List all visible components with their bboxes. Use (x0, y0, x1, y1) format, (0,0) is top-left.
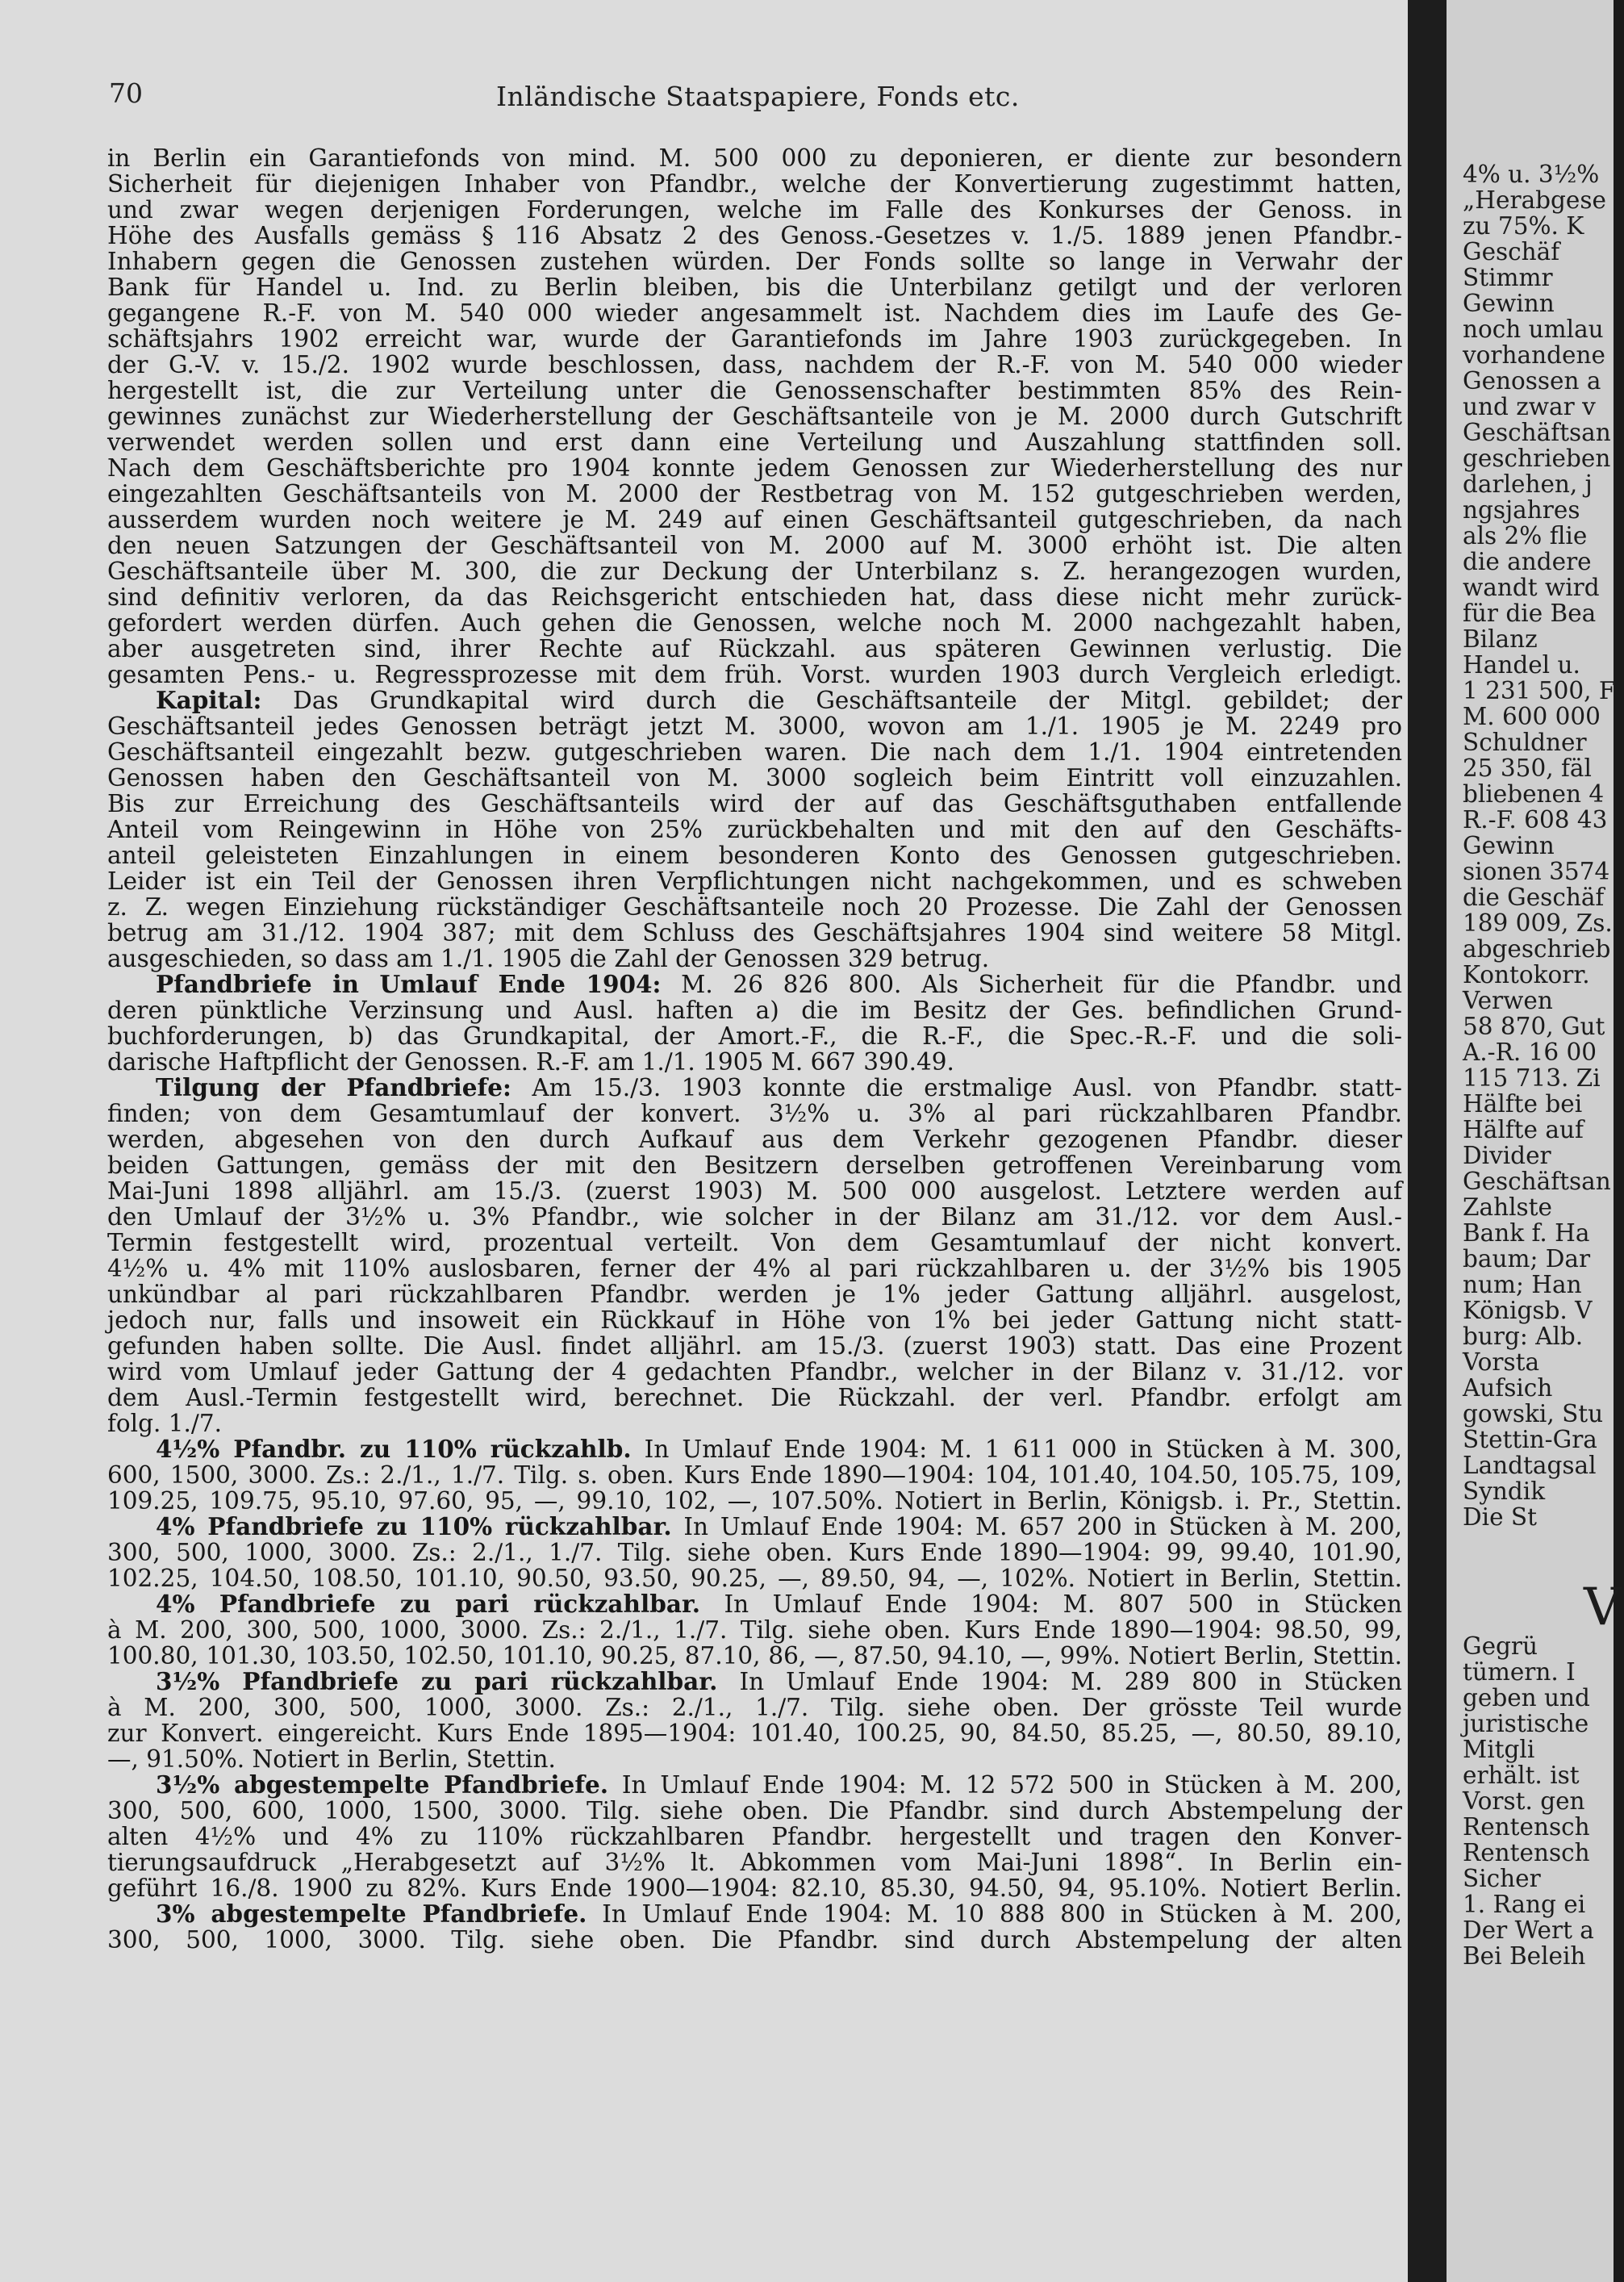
text-line (107, 223, 1402, 249)
text-line (107, 1436, 1402, 1462)
text-line (107, 739, 1402, 765)
section-heading: 3½% Pfandbriefe zu pari rückzahlbar. (156, 1667, 718, 1695)
line-text: zur Konvert. eingereicht. Kurs Ende 1895—1904: 101.40, 100.25, 90, 84.50, 85.25, —, 80.50, 89.10, (107, 1720, 1402, 1747)
text-line (107, 507, 1402, 533)
fragment-line: Stettin-Gra (1463, 1426, 1597, 1453)
section-heading: 3½% abgestempelte Pfandbriefe. (156, 1770, 609, 1799)
line-text: In Umlauf Ende 1904: M. 1 611 000 in Stücken à M. 300, (631, 1436, 1402, 1463)
text-line (107, 1359, 1402, 1385)
text-line (107, 378, 1402, 403)
text-line (107, 636, 1402, 662)
running-header (109, 73, 1367, 118)
fragment-line: Vorsta (1463, 1348, 1540, 1376)
line-text: ausgeschieden, so dass am 1./1. 1905 die Zahl der Genossen 329 betrug. (107, 945, 990, 972)
line-text: Genossen haben den Geschäftsanteil von M. 3000 sogleich beim Eintritt voll einzuzahlen. (107, 764, 1402, 792)
running-title: Inländische Staatspapiere, Fonds etc. (496, 81, 1020, 112)
text-line (107, 713, 1402, 739)
line-text: darische Haftpflicht der Genossen. R.-F. am 1./1. 1905 M. 667 390.49. (107, 1048, 954, 1076)
line-text: In Umlauf Ende 1904: M. 10 888 800 in Stücken à M. 200, (587, 1900, 1402, 1928)
line-text: in Berlin ein Garantiefonds von mind. M. 500 000 zu deponieren, er diente zur besondern (107, 144, 1402, 172)
line-text: beiden Gattungen, gemäss der mit den Besitzern derselben getroffenen Vereinbarung vom (107, 1151, 1402, 1179)
fragment-line: Stimmr (1463, 264, 1553, 291)
section-heading: 3% abgestempelte Pfandbriefe. (156, 1900, 587, 1928)
fragment-line: R.-F. 608 43 (1463, 806, 1608, 834)
text-line (107, 894, 1402, 920)
line-text: dem Ausl.-Termin festgestellt wird, berechnet. Die Rückzahl. der verl. Pfandbr. erfolgt am (107, 1384, 1402, 1411)
line-text: Anteil vom Reingewinn in Höhe von 25% zurückbehalten und mit den auf den Geschäfts- (107, 816, 1402, 843)
fragment-line: Rentensch (1463, 1839, 1590, 1866)
line-text: z. Z. wegen Einziehung rückständiger Geschäftsanteile noch 20 Prozesse. Die Zahl der Genossen (107, 893, 1402, 921)
fragment-line: Verwen (1463, 987, 1553, 1014)
line-text: 300, 500, 1000, 3000. Zs.: 2./1., 1./7. Tilg. siehe oben. Kurs Ende 1890—1904: 99, 99.40, 101.90, (107, 1539, 1402, 1566)
book-gutter (1408, 0, 1447, 2282)
fragment-line: Geschäf (1463, 238, 1560, 265)
text-line (107, 1152, 1402, 1178)
line-text: Bank für Handel u. Ind. zu Berlin bleiben, bis die Unterbilanz getilgt und der verloren (107, 274, 1402, 301)
text-line (107, 610, 1402, 636)
text-line (107, 584, 1402, 610)
text-line (107, 817, 1402, 842)
text-line (107, 920, 1402, 946)
text-line (107, 1101, 1402, 1126)
fragment-line: burg: Alb. (1463, 1323, 1584, 1350)
fragment-line: 1 231 500, F (1463, 677, 1616, 704)
fragment-line: num; Han (1463, 1271, 1582, 1298)
fragment-line: 4% u. 3½% (1463, 161, 1600, 188)
line-text: Geschäftsanteil jedes Genossen beträgt jetzt M. 3000, wovon am 1./1. 1905 je M. 2249 pro (107, 713, 1402, 740)
line-text: 300, 500, 600, 1000, 1500, 3000. Tilg. siehe oben. Die Pfandbr. sind durch Abstempelung der (107, 1797, 1402, 1824)
line-text: gewinnes zunächst zur Wiederherstellung der Geschäftsanteile von je M. 2000 durch Gutschrift (107, 403, 1402, 430)
fragment-line: baum; Dar (1463, 1245, 1591, 1273)
fragment-line: vorhandene (1463, 341, 1605, 369)
line-text: sind definitiv verloren, da das Reichsgericht entschieden hat, dass diese nicht mehr zurück- (107, 583, 1402, 611)
line-text: Höhe des Ausfalls gemäss § 116 Absatz 2 des Genoss.-Gesetzes v. 1./5. 1889 jenen Pfandbr.- (107, 222, 1402, 249)
text-line (107, 533, 1402, 558)
text-line (107, 1849, 1402, 1875)
fragment-line: „Herabgese (1463, 186, 1606, 214)
line-text: à M. 200, 300, 500, 1000, 3000. Zs.: 2./1., 1./7. Tilg. siehe oben. Kurs Ende 1890—1904: 98.50, 99, (107, 1616, 1402, 1644)
line-text: —, 91.50%. Notiert in Berlin, Stettin. (107, 1745, 556, 1773)
text-line (107, 1643, 1402, 1669)
line-text: unkündbar al pari rückzahlbaren Pfandbr. werden je 1% jeder Gattung alljährl. ausgelost, (107, 1281, 1402, 1308)
section-heading: 4% Pfandbriefe zu 110% rückzahlbar. (156, 1512, 672, 1540)
fragment-line: die andere (1463, 548, 1592, 575)
fragment-line: Kontokorr. (1463, 961, 1590, 988)
fragment-line: Die St (1463, 1503, 1537, 1531)
line-text: folg. 1./7. (107, 1410, 222, 1437)
section-heading: Kapital: (156, 686, 262, 714)
text-line (107, 1927, 1402, 1953)
line-text: 109.25, 109.75, 95.10, 97.60, 95, —, 99.10, 102, —, 107.50%. Notiert in Berlin, Königsb. i. Pr., Stettin. (107, 1487, 1402, 1515)
fragment-line: ngsjahres (1463, 496, 1580, 524)
line-text: à M. 200, 300, 500, 1000, 3000. Zs.: 2./1., 1./7. Tilg. siehe oben. Der grösste Teil wurde (107, 1694, 1402, 1721)
line-text: 300, 500, 1000, 3000. Tilg. siehe oben. Die Pfandbr. sind durch Abstempelung der alten (107, 1926, 1402, 1954)
fragment-line: darlehen, j (1463, 470, 1593, 498)
fragment-line: erhält. ist (1463, 1762, 1580, 1789)
fragment-line: Hälfte auf (1463, 1116, 1584, 1143)
line-text: finden; von dem Gesamtumlauf der konvert. 3½% u. 3% al pari rückzahlbaren Pfandbr. (107, 1100, 1402, 1127)
section-heading: Pfandbriefe in Umlauf Ende 1904: (156, 970, 662, 998)
line-text: Am 15./3. 1903 konnte die erstmalige Ausl. von Pfandbr. statt- (511, 1074, 1402, 1101)
text-line (107, 1075, 1402, 1101)
text-line (107, 300, 1402, 326)
line-text: Leider ist ein Teil der Genossen ihren Verpflichtungen nicht nachgekommen, und es schweben (107, 867, 1402, 895)
section-heading: 4% Pfandbriefe zu pari rückzahlbar. (156, 1590, 701, 1618)
line-text: werden, abgesehen von den durch Aufkauf aus dem Verkehr gezogenen Pfandbr. dieser (107, 1126, 1402, 1153)
line-text: Termin festgestellt wird, prozentual verteilt. Von dem Gesamtumlauf der nicht konvert. (107, 1229, 1402, 1256)
line-text: Das Grundkapital wird durch die Geschäftsanteile der Mitgl. gebildet; der (261, 687, 1402, 714)
text-line (107, 972, 1402, 997)
text-line (107, 1023, 1402, 1049)
fragment-line: 115 713. Zi (1463, 1064, 1601, 1092)
line-text: Inhabern gegen die Genossen zustehen würden. Der Fonds sollte so lange in Verwahr der (107, 248, 1402, 275)
fragment-line: Geschäftsan (1463, 419, 1611, 446)
line-text: In Umlauf Ende 1904: M. 807 500 in Stücken (700, 1590, 1402, 1618)
line-text: eingezahlten Geschäftsanteils von M. 2000 der Restbetrag von M. 152 gutgeschrieben werden, (107, 480, 1402, 508)
text-line (107, 1824, 1402, 1849)
fragment-line: sionen 3574 (1463, 858, 1610, 885)
text-line (107, 429, 1402, 455)
fragment-line: Handel u. (1463, 651, 1580, 679)
text-line (107, 1695, 1402, 1720)
text-line (107, 1178, 1402, 1204)
line-text: alten 4½% und 4% zu 110% rückzahlbaren Pfandbr. hergestellt und tragen den Konver- (107, 1823, 1402, 1850)
fragment-line: 189 009, Zs. (1463, 909, 1613, 937)
text-line (107, 1488, 1402, 1514)
fragment-line: Landtagsal (1463, 1452, 1597, 1479)
fragment-line: 25 350, fäl (1463, 754, 1592, 782)
fragment-line: 58 870, Gut (1463, 1013, 1605, 1040)
line-text: jedoch nur, falls und insoweit ein Rückkauf in Höhe von 1% bei jeder Gattung nicht statt- (107, 1306, 1402, 1334)
text-line (107, 688, 1402, 713)
line-text: gefunden haben sollte. Die Ausl. findet alljährl. am 15./3. (zuerst 1903) statt. Das eine Prozent (107, 1332, 1402, 1360)
fragment-line: Hälfte bei (1463, 1090, 1583, 1118)
line-text: Nach dem Geschäftsberichte pro 1904 konnte jedem Genossen zur Wiederherstellung des nur (107, 454, 1402, 482)
fragment-line: Gewinn (1463, 290, 1555, 317)
fragment-line: A.-R. 16 00 (1463, 1039, 1597, 1066)
line-text: 102.25, 104.50, 108.50, 101.10, 90.50, 93.50, 90.25, —, 89.50, 94, —, 102%. Notiert in Berlin, Stettin. (107, 1565, 1402, 1592)
line-text: tierungsaufdruck „Herabgesetzt auf 3½% lt. Abkommen vom Mai-Juni 1898“. In Berlin ein- (107, 1849, 1402, 1876)
text-line (107, 662, 1402, 688)
fragment-line: M. 600 000 (1463, 703, 1601, 730)
line-text: gefordert werden dürfen. Auch gehen die Genossen, welche noch M. 2000 nachgezahlt haben, (107, 609, 1402, 637)
fragment-line: Rentensch (1463, 1813, 1590, 1841)
text-line (107, 326, 1402, 352)
text-line (107, 1281, 1402, 1307)
fragment-line: Zahlste (1463, 1193, 1552, 1221)
fragment-line: Mitgli (1463, 1736, 1535, 1763)
line-text: 600, 1500, 3000. Zs.: 2./1., 1./7. Tilg. s. oben. Kurs Ende 1890—1904: 104, 101.40, 104.50, 105.75, 109, (107, 1461, 1402, 1489)
text-line (107, 1798, 1402, 1824)
fragment-line: Gegrü (1463, 1632, 1538, 1660)
fragment-line: als 2% flie (1463, 522, 1588, 550)
text-line (107, 1230, 1402, 1256)
line-text: und zwar wegen derjenigen Forderungen, welche im Falle des Konkurses der Genoss. in (107, 196, 1402, 224)
fragment-line: geben und (1463, 1684, 1590, 1712)
right-page-text-fragments (1463, 161, 1624, 1969)
fragment-line: wandt wird (1463, 574, 1600, 601)
text-line (107, 1540, 1402, 1565)
line-text: Mai-Juni 1898 alljährl. am 15./3. (zuerst 1903) M. 500 000 ausgelost. Letztere werden auf (107, 1177, 1402, 1205)
fragment-line: V (1584, 1578, 1622, 1637)
line-text: betrug am 31./12. 1904 387; mit dem Schluss des Geschäftsjahres 1904 sind weitere 58 Mitgl. (107, 919, 1402, 947)
text-line (107, 1591, 1402, 1617)
right-page-edge (1447, 0, 1622, 2282)
line-text: Geschäftsanteile über M. 300, die zur Deckung der Unterbilanz s. Z. herangezogen wurden, (107, 558, 1402, 585)
fragment-line: für die Bea (1463, 600, 1597, 627)
text-line (107, 1333, 1402, 1359)
text-line (107, 1256, 1402, 1281)
line-text: M. 26 826 800. Als Sicherheit für die Pfandbr. und (661, 971, 1402, 998)
fragment-line: juristische (1463, 1710, 1589, 1737)
line-text: Bis zur Erreichung des Geschäftsanteils wird der auf das Geschäftsguthaben entfallende (107, 790, 1402, 817)
text-line (107, 403, 1402, 429)
text-line (107, 352, 1402, 378)
text-line (107, 1720, 1402, 1746)
text-line (107, 946, 1402, 972)
fragment-line (1463, 1530, 1624, 1556)
fragment-line: Syndik (1463, 1477, 1546, 1505)
fragment-line: tümern. I (1463, 1658, 1576, 1686)
line-text: 4½% u. 4% mit 110% auslosbaren, ferner der 4% al pari rückzahlbaren u. der 3½% bis 1905 (107, 1255, 1402, 1282)
fragment-line: Aufsich (1463, 1374, 1553, 1402)
line-text: wird vom Umlauf jeder Gattung der 4 gedachten Pfandbr., welcher in der Bilanz v. 31./12. vor (107, 1358, 1402, 1386)
line-text: hergestellt ist, die zur Verteilung unter die Genossenschafter bestimmten 85% des Rein- (107, 377, 1402, 404)
line-text: In Umlauf Ende 1904: M. 289 800 in Stücken (717, 1668, 1402, 1695)
line-text: buchforderungen, b) das Grundkapital, der Amort.-F., die R.-F., die Spec.-R.-F. und die soli- (107, 1022, 1402, 1050)
text-line (107, 765, 1402, 791)
text-line (107, 145, 1402, 171)
text-line (107, 1772, 1402, 1798)
text-line (107, 1462, 1402, 1488)
line-text: Sicherheit für diejenigen Inhaber von Pfandbr., welche der Konvertierung zugestimmt hatten, (107, 170, 1402, 198)
line-text: 100.80, 101.30, 103.50, 102.50, 101.10, 90.25, 87.10, 86, —, 87.50, 94.10, —, 99%. Notiert Berlin, Stettin. (107, 1642, 1402, 1670)
text-line (107, 868, 1402, 894)
line-text: In Umlauf Ende 1904: M. 12 572 500 in Stücken à M. 200, (608, 1771, 1402, 1799)
fragment-line: bliebenen 4 (1463, 780, 1605, 808)
text-line (107, 997, 1402, 1023)
text-line (107, 1565, 1402, 1591)
line-text: ausserdem wurden noch weitere je M. 249 auf einen Geschäftsanteil gutgeschrieben, da nach (107, 506, 1402, 533)
fragment-line: die Geschäf (1463, 884, 1605, 911)
line-text: schäftsjahrs 1902 erreicht war, wurde der Garantiefonds im Jahre 1903 zurückgegeben. In (107, 325, 1402, 353)
fragment-line: Schuldner (1463, 729, 1587, 756)
fragment-line: Bei Beleih (1463, 1942, 1586, 1970)
line-text: verwendet werden sollen und erst dann eine Verteilung und Auszahlung stattfinden soll. (107, 428, 1402, 456)
line-text: deren pünktliche Verzinsung und Ausl. haften a) die im Besitz der Ges. befindlichen Grund- (107, 997, 1402, 1024)
section-heading: Tilgung der Pfandbriefe: (156, 1073, 511, 1101)
line-text: gegangene R.-F. von M. 540 000 wieder angesammelt ist. Nachdem dies im Laufe des Ge- (107, 299, 1402, 327)
text-line (107, 1049, 1402, 1075)
fragment-line: und zwar v (1463, 393, 1596, 420)
fragment-line: Der Wert a (1463, 1916, 1594, 1944)
page-number: 70 (109, 77, 143, 109)
fragment-line: Bank f. Ha (1463, 1219, 1590, 1247)
fragment-line: noch umlau (1463, 316, 1604, 343)
text-line (107, 842, 1402, 868)
text-line (107, 171, 1402, 197)
text-line (107, 455, 1402, 481)
text-line (107, 1901, 1402, 1927)
text-line (107, 1514, 1402, 1540)
text-line (107, 1204, 1402, 1230)
fragment-line: geschrieben (1463, 445, 1611, 472)
fragment-line: gowski, Stu (1463, 1400, 1604, 1427)
text-line (107, 249, 1402, 274)
fragment-line: Sicher (1463, 1865, 1541, 1892)
fragment-line: Bilanz (1463, 625, 1538, 653)
text-line (107, 1669, 1402, 1695)
line-text: den neuen Satzungen der Geschäftsanteil von M. 2000 auf M. 3000 erhöht ist. Die alten (107, 532, 1402, 559)
text-line (107, 1411, 1402, 1436)
fragment-line: Divider (1463, 1142, 1551, 1169)
line-text: den Umlauf der 3½% u. 3% Pfandbr., wie solcher in der Bilanz am 31./12. vor dem Ausl.- (107, 1203, 1402, 1231)
fragment-line: Gewinn (1463, 832, 1555, 859)
text-line (107, 558, 1402, 584)
fragment-line: Geschäftsan (1463, 1168, 1611, 1195)
text-line (107, 1746, 1402, 1772)
text-line (107, 791, 1402, 817)
text-line (107, 1307, 1402, 1333)
text-line (107, 274, 1402, 300)
line-text: aber ausgetreten sind, ihrer Rechte auf Rückzahl. aus späteren Gewinnen verlustig. Die (107, 635, 1402, 662)
fragment-line: abgeschrieb (1463, 935, 1611, 963)
text-line (107, 481, 1402, 507)
text-line (107, 197, 1402, 223)
line-text: Geschäftsanteil eingezahlt bezw. gutgeschrieben waren. Die nach dem 1./1. 1904 eintretenden (107, 738, 1402, 766)
text-line (107, 1385, 1402, 1411)
main-text-column (107, 145, 1402, 1953)
fragment-line: zu 75%. K (1463, 212, 1584, 240)
line-text: anteil geleisteten Einzahlungen in einem besonderen Konto des Genossen gutgeschrieben. (107, 842, 1402, 869)
line-text: gesamten Pens.- u. Regressprozesse mit dem früh. Vorst. wurden 1903 durch Vergleich erledigt. (107, 661, 1402, 688)
fragment-line: Genossen a (1463, 367, 1601, 395)
text-line (107, 1617, 1402, 1643)
fragment-line: 1. Rang ei (1463, 1891, 1586, 1918)
fragment-line: Königsb. V (1463, 1297, 1593, 1324)
fragment-line: Vorst. gen (1463, 1787, 1585, 1815)
text-line (107, 1875, 1402, 1901)
line-text: geführt 16./8. 1900 zu 82%. Kurs Ende 1900—1904: 82.10, 85.30, 94.50, 94, 95.10%. Notiert Berlin. (107, 1875, 1402, 1902)
line-text: der G.-V. v. 15./2. 1902 wurde beschlossen, dass, nachdem der R.-F. von M. 540 000 wieder (107, 351, 1402, 378)
section-heading: 4½% Pfandbr. zu 110% rückzahlb. (156, 1435, 632, 1463)
line-text: In Umlauf Ende 1904: M. 657 200 in Stücken à M. 200, (671, 1513, 1402, 1540)
text-line (107, 1126, 1402, 1152)
